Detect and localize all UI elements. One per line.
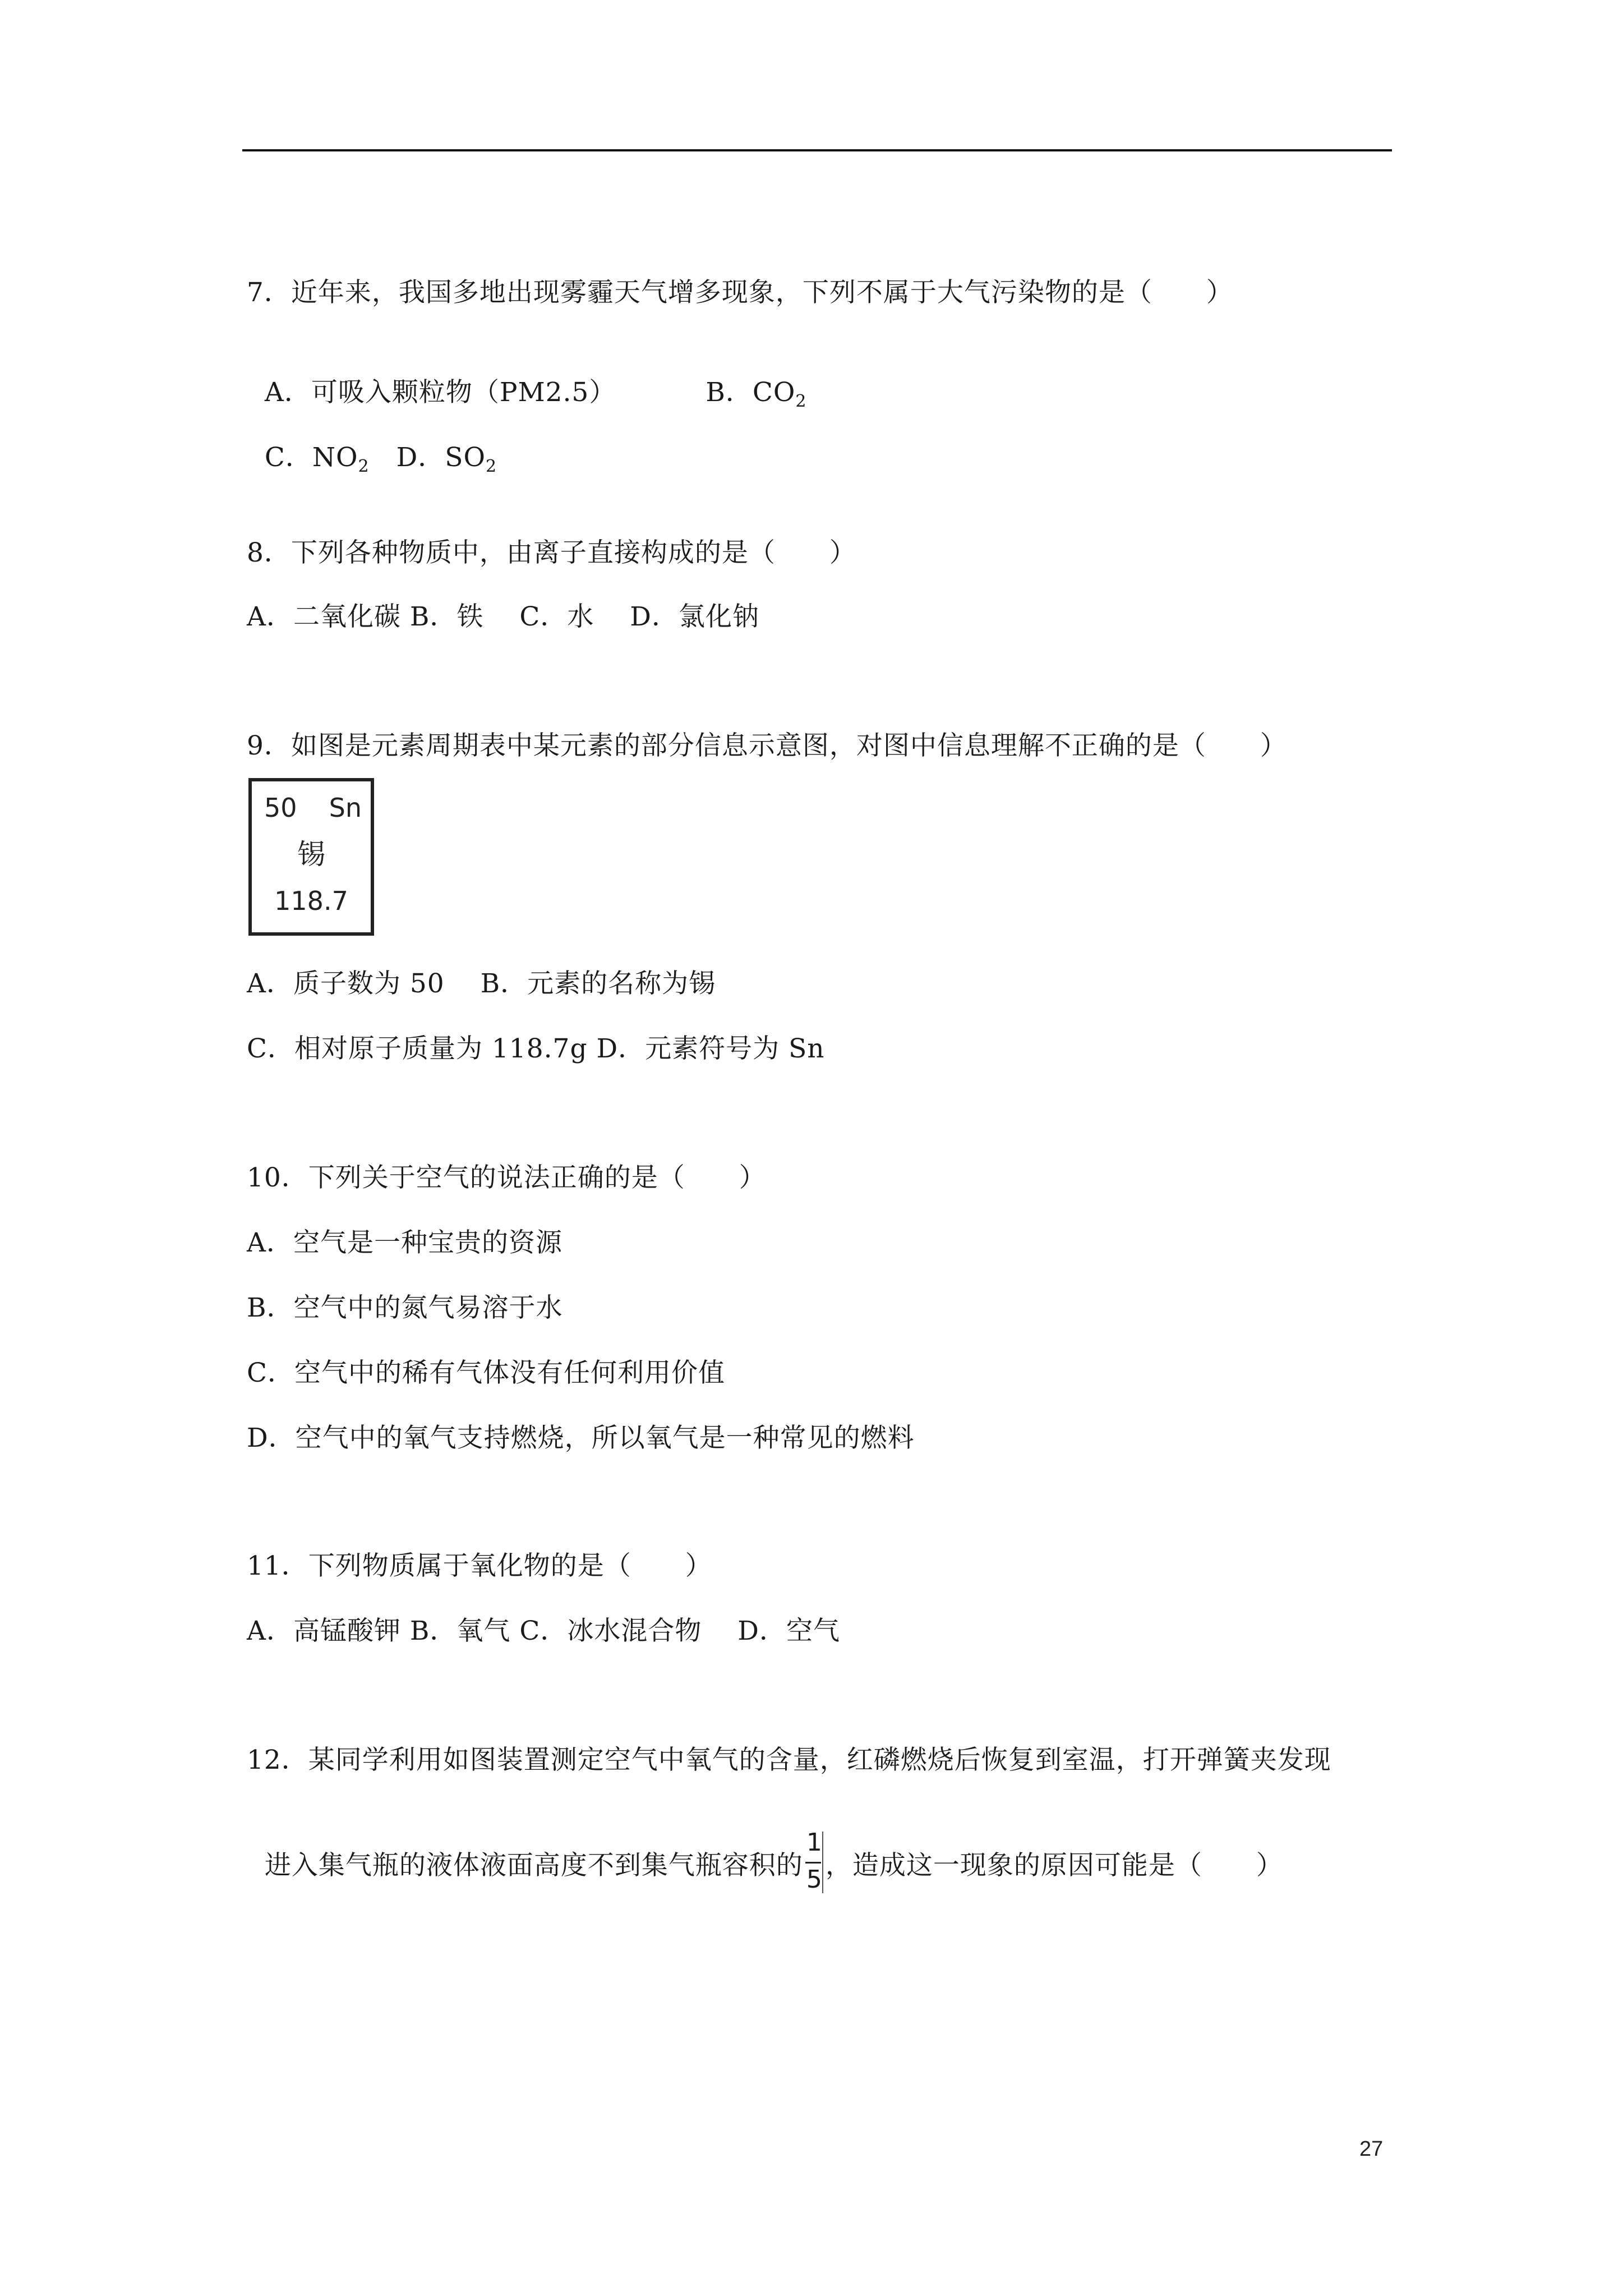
- periodic-table-element-tile: [248, 778, 374, 936]
- question-12-stem-line-2: 进入集气瓶的液体液面高度不到集气瓶容积的 $\frac{1}{5}$ ，造成这一现象的原因可能是（ ）: [264, 1828, 1283, 1894]
- atomic-mass: 118.7: [274, 886, 348, 916]
- question-11-stem: 11．下列物质属于氧化物的是（ ）: [247, 1550, 712, 1581]
- page-number: 27: [1359, 2137, 1384, 2161]
- question-10-option-a: A．空气是一种宝贵的资源: [247, 1227, 562, 1258]
- option-a: A．可吸入颗粒物（PM2.5）: [264, 377, 616, 408]
- element-symbol: Sn: [329, 793, 362, 823]
- question-7-options-row-1: [247, 342, 806, 409]
- question-9-options-row-1: A．质子数为 50 B．元素的名称为锡: [247, 968, 716, 999]
- question-12-stem-line-1: 12．某同学利用如图装置测定空气中氧气的含量，红磷燃烧后恢复到室温，打开弹簧夹发现: [247, 1745, 1331, 1775]
- question-9-stem: 9．如图是元素周期表中某元素的部分信息示意图，对图中信息理解不正确的是（ ）: [247, 730, 1287, 761]
- option-b: B．$CO_2$: [706, 377, 807, 411]
- option-d: D．$SO_2$: [396, 442, 497, 476]
- fraction-one-fifth: $\frac{1}{5}$: [806, 1828, 823, 1894]
- atomic-number: 50: [264, 793, 297, 823]
- question-11-options: A．高锰酸钾 B．氧气 C．冰水混合物 D．空气: [247, 1616, 840, 1646]
- question-7-options-row-2: [247, 407, 497, 475]
- question-10-stem: 10．下列关于空气的说法正确的是（ ）: [247, 1162, 766, 1193]
- question-9-options-row-2: C．相对原子质量为 118.7g D．元素符号为 Sn: [247, 1033, 825, 1064]
- question-7-stem: 7．近年来，我国多地出现雾霾天气增多现象，下列不属于大气污染物的是（ ）: [247, 277, 1233, 308]
- question-8-options: A．二氧化碳 B．铁 C．水 D．氯化钠: [247, 601, 759, 632]
- question-10-option-c: C．空气中的稀有气体没有任何利用价值: [247, 1358, 725, 1388]
- question-10-option-d: D．空气中的氧气支持燃烧，所以氧气是一种常见的燃料: [247, 1423, 915, 1453]
- header-rule: [242, 149, 1392, 151]
- option-c: C．$NO_2$: [264, 442, 370, 476]
- element-name: 锡: [297, 838, 325, 871]
- question-10-option-b: B．空气中的氮气易溶于水: [247, 1292, 563, 1323]
- question-8-stem: 8．下列各种物质中，由离子直接构成的是（ ）: [247, 537, 856, 568]
